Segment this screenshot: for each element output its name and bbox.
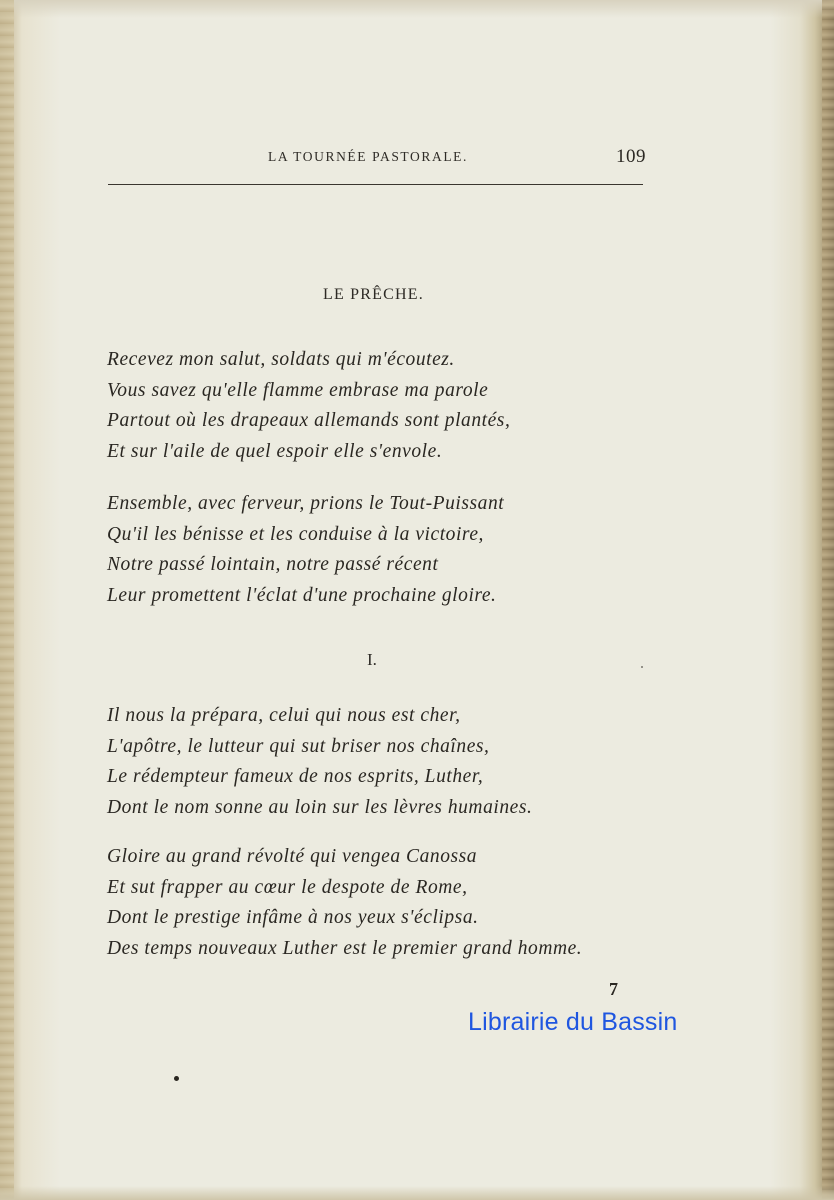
verse-line: Des temps nouveaux Luther est le premier grand homme. (107, 937, 583, 959)
verse-line: Dont le prestige infâme à nos yeux s'éclipsa. (107, 907, 479, 928)
signature-mark: 7 (609, 979, 618, 999)
verse-line: Vous savez qu'elle flamme embrase ma parole (107, 379, 489, 401)
running-title: LA TOURNÉE PASTORALE. (268, 149, 469, 164)
verse-line: Ensemble, avec ferveur, prions le Tout-Puissant (107, 493, 505, 514)
stanza (107, 842, 582, 964)
verse-line: Recevez mon salut, soldats qui m'écoutez. (107, 349, 455, 370)
page-top-shadow (0, 0, 834, 18)
verse-line: Notre passé lointain, notre passé récent (107, 554, 439, 575)
stanza (107, 489, 504, 611)
page-left-binding-edge (0, 0, 14, 1200)
part-marker: I. (367, 650, 377, 669)
ink-speck (641, 666, 643, 668)
verse-line: Leur promettent l'éclat d'une prochaine gloire. (107, 584, 497, 606)
verse-line: Qu'il les bénisse et les conduise à la victoire, (107, 523, 484, 545)
bookseller-watermark: Librairie du Bassin (468, 1008, 678, 1036)
header-rule (108, 184, 643, 185)
verse-line: Gloire au grand révolté qui vengea Canossa (107, 846, 478, 867)
verse-line: L'apôtre, le lutteur qui sut briser nos chaînes, (107, 735, 490, 757)
page-right-fore-edge (822, 0, 834, 1200)
poem-title: LE PRÊCHE. (323, 286, 424, 303)
verse-line: Dont le nom sonne au loin sur les lèvres humaines. (107, 796, 533, 818)
page-number: 109 (616, 146, 646, 167)
page-bottom-edge (0, 1186, 834, 1200)
verse-line: Le rédempteur fameux de nos esprits, Luther, (107, 766, 484, 787)
stanza (107, 701, 532, 823)
stanza (107, 345, 510, 467)
verse-line: Partout où les drapeaux allemands sont plantés, (107, 410, 511, 431)
verse-line: Il nous la prépara, celui qui nous est cher, (107, 705, 461, 726)
ink-speck (174, 1076, 179, 1081)
verse-line: Et sur l'aile de quel espoir elle s'envole. (107, 440, 443, 462)
verse-line: Et sut frapper au cœur le despote de Rome, (107, 876, 468, 898)
